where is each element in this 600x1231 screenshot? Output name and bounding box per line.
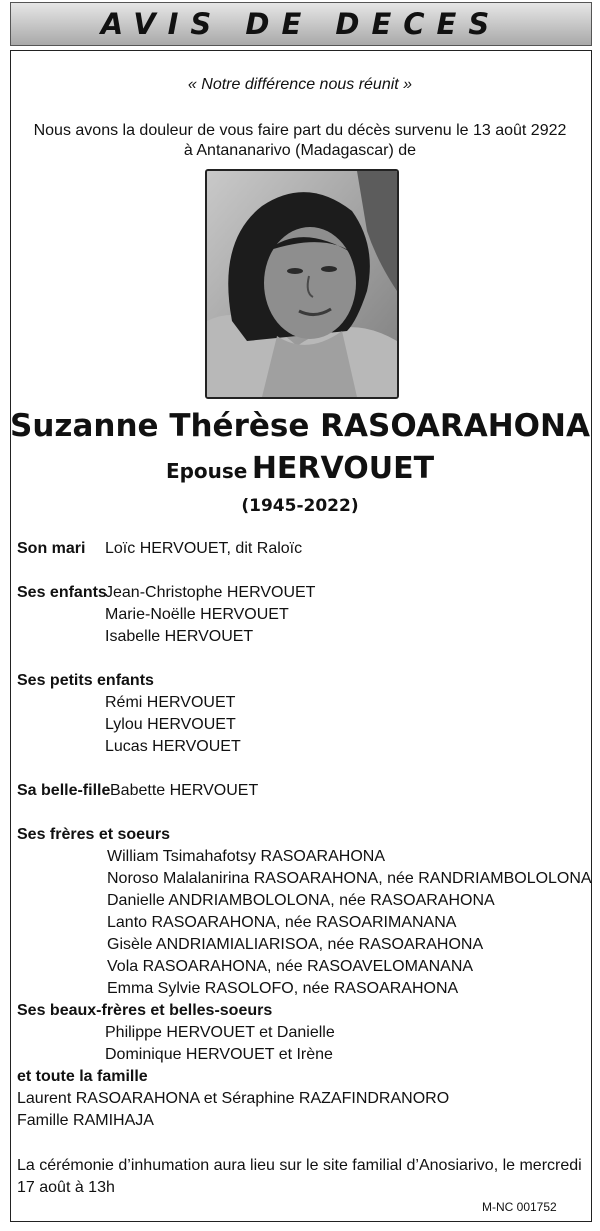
in-law-name: Dominique HERVOUET et Irène xyxy=(105,1046,333,1063)
family-member: Famille RAMIHAJA xyxy=(17,1112,154,1129)
grandchild-name: Lylou HERVOUET xyxy=(105,716,236,733)
sibling-name: Vola RASOARAHONA, née RASOAVELOMANANA xyxy=(107,958,474,975)
whole-family-label: et toute la famille xyxy=(17,1068,148,1085)
spouse-prefix: Epouse xyxy=(165,459,248,483)
portrait-image xyxy=(207,171,397,397)
spouse-name: HERVOUET xyxy=(251,451,435,486)
sibling-name: Gisèle ANDRIAMIALIARISOA, née RASOARAHONA xyxy=(107,936,484,953)
siblings-label: Ses frères et soeurs xyxy=(17,826,170,843)
sibling-name: Lanto RASOARAHONA, née RASOARIMANANA xyxy=(107,914,457,931)
notice-title: AVIS DE DECES xyxy=(100,7,502,41)
notice-header-banner xyxy=(10,2,592,46)
daughter-in-law-label: Sa belle-fille xyxy=(17,782,111,799)
life-years: (1945-2022) xyxy=(241,496,359,516)
husband-label: Son mari xyxy=(17,540,86,557)
children-label: Ses enfants xyxy=(17,584,107,601)
ceremony-line-2: 17 août à 13h xyxy=(17,1179,115,1196)
husband-name: Loïc HERVOUET, dit Raloïc xyxy=(105,540,303,557)
intro-line-2: à Antananarivo (Madagascar) de xyxy=(183,142,417,159)
motto: « Notre différence nous réunit » xyxy=(187,76,413,93)
intro-line-1: Nous avons la douleur de vous faire part du décès survenu le 13 août 2922 xyxy=(33,122,567,139)
grandchild-name: Rémi HERVOUET xyxy=(105,694,236,711)
sibling-name: William Tsimahafotsy RASOARAHONA xyxy=(107,848,385,865)
daughter-in-law-name: Babette HERVOUET xyxy=(110,782,259,799)
child-name: Marie-Noëlle HERVOUET xyxy=(105,606,289,623)
child-name: Jean-Christophe HERVOUET xyxy=(105,584,316,601)
sibling-name: Emma Sylvie RASOLOFO, née RASOARAHONA xyxy=(107,980,459,997)
spouse-line xyxy=(0,451,600,492)
ceremony-line-1: La cérémonie d’inhumation aura lieu sur le site familial d’Anosiarivo, le mercredi xyxy=(17,1157,582,1174)
grandchildren-label: Ses petits enfants xyxy=(17,672,154,689)
reference-code: M-NC 001752 xyxy=(482,1200,557,1214)
child-name: Isabelle HERVOUET xyxy=(105,628,254,645)
sibling-name: Noroso Malalanirina RASOARAHONA, née RANDRIAMBOLOLONA xyxy=(107,870,592,887)
sibling-name: Danielle ANDRIAMBOLOLONA, née RASOARAHONA xyxy=(107,892,495,909)
family-member: Laurent RASOARAHONA et Séraphine RAZAFINDRANORO xyxy=(17,1090,450,1107)
in-laws-label: Ses beaux-frères et belles-soeurs xyxy=(17,1002,273,1019)
grandchild-name: Lucas HERVOUET xyxy=(105,738,241,755)
portrait-photo xyxy=(205,169,399,399)
in-law-name: Philippe HERVOUET et Danielle xyxy=(105,1024,335,1041)
deceased-name: Suzanne Thérèse RASOARAHONA xyxy=(10,408,590,444)
